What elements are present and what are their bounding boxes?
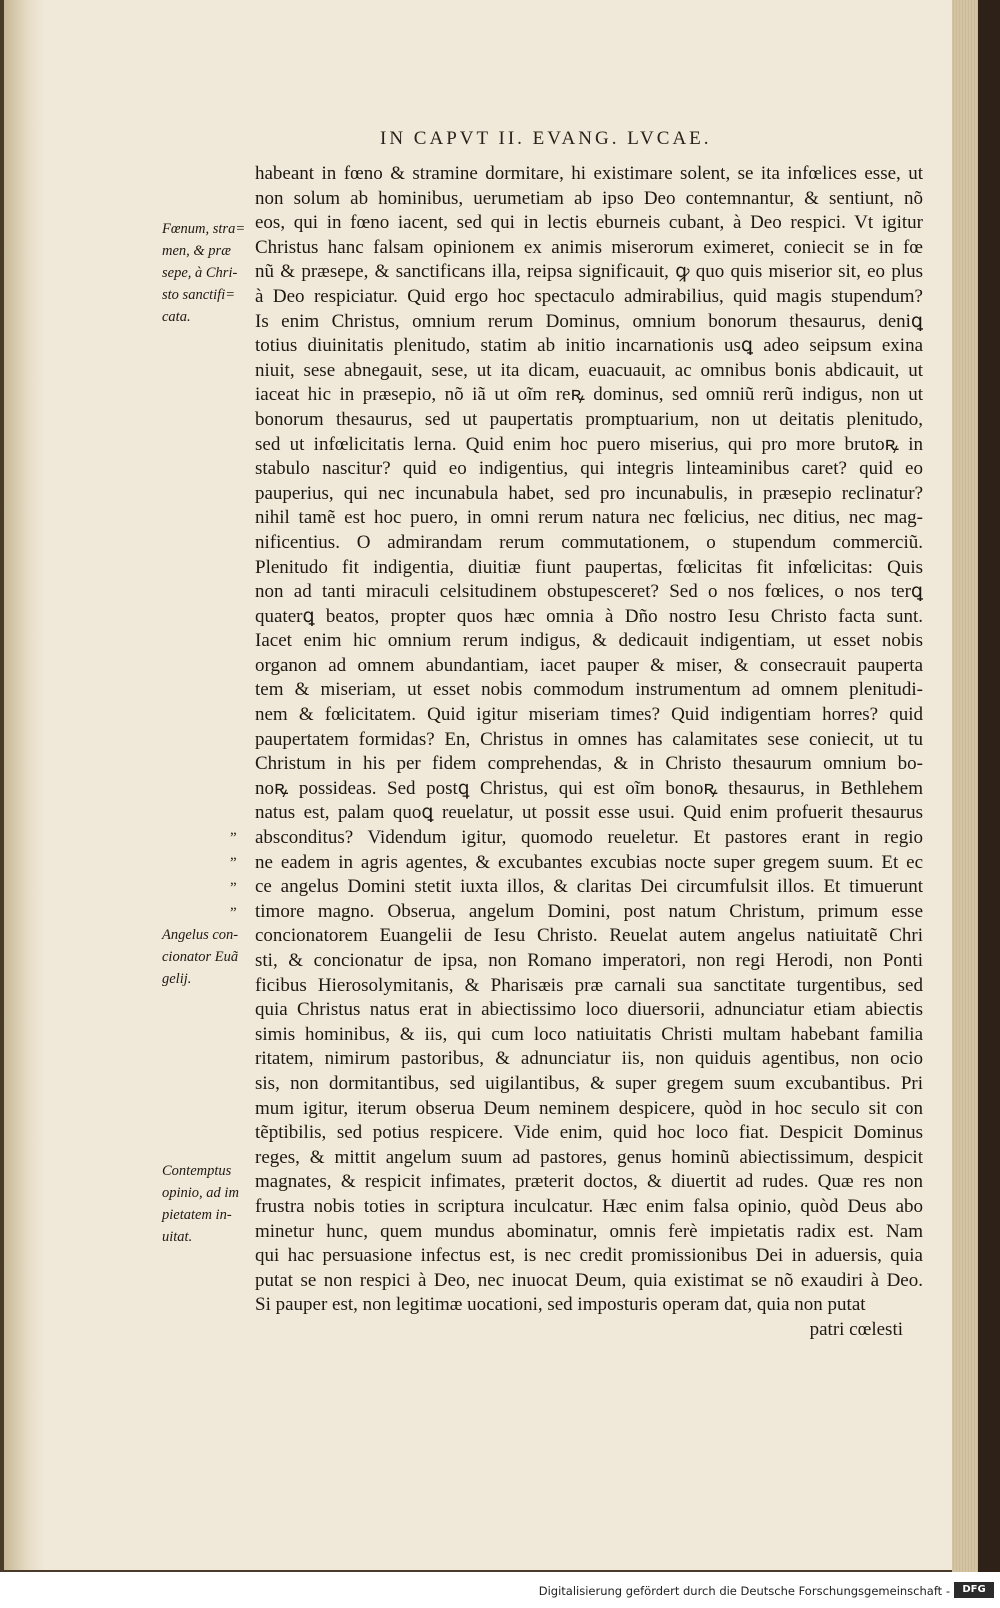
marginal-gloss-3 — [162, 1160, 252, 1248]
text-line: à Deo respiciatur. Quid ergo hoc spectaculo admirabilius, quid magis stupendum? — [255, 285, 923, 307]
text-line: putat se non respici à Deo, nec inuocat Deum, quia existimat se nõ exaudiri à Deo. — [255, 1269, 923, 1291]
gloss-line: men, & præ — [162, 243, 231, 259]
gloss-line: gelij. — [162, 971, 192, 987]
main-text-block — [255, 162, 923, 1343]
text-line: nem & fœlicitatem. Quid igitur miseriam times? Quid indigentiam horres? quid — [255, 704, 923, 726]
text-line: reges, & mittit angelum suum ad pastores, genus hominũ abiectissimum, despicit — [255, 1146, 923, 1168]
gloss-line: Angelus con- — [162, 927, 239, 943]
text-line: Christus hanc falsam opinionem ex animis miserorum eximeret, coniecit se in fœ — [255, 236, 923, 258]
marginal-gloss-1 — [162, 218, 252, 328]
text-line: ritatem, nimirum pastoribus, & adnunciatur iis, non quiduis agentibus, non ocio — [255, 1048, 923, 1070]
text-line: ficibus Hierosolymitanis, & Pharisæis præ carnali sua sanctitate turgentibus, sed — [255, 974, 923, 996]
footer-credit-text: Digitalisierung gefördert durch die Deutsche Forschungsgemeinschaft - — [538, 1584, 950, 1598]
gloss-line: cionator Euã — [162, 949, 239, 965]
text-line: frustra nobis toties in scriptura inculcatur. Hæc enim falsa opinio, quòd Deus abo — [255, 1195, 923, 1217]
text-line: bonorum thesaurus, sed ut paupertatis promptuarium, non ut deitatis plenitudo, — [255, 408, 923, 430]
text-line: tẽptibilis, sed potius respicere. Vide enim, quid hoc loco fiat. Despicit Dominus — [255, 1122, 923, 1144]
dfg-logo: DFG — [954, 1582, 994, 1598]
text-line: totius diuinitatis plenitudo, statim ab initio incarnationis usꝗ adeo seipsum exina — [255, 335, 923, 357]
text-line: concionatorem Euangelii de Iesu Christo. Reuelat autem angelus natiuitatẽ Chri — [255, 925, 923, 947]
text-line: Christum in his per fidem comprehendas, & in Christo thesaurum omnium bo- — [255, 753, 923, 775]
text-line: non ad tanti miraculi celsitudinem obstupesceret? Sed o nos fœlices, o nos terꝗ — [255, 581, 923, 603]
quote-mark: „ — [230, 847, 237, 863]
text-line: nũ & præsepe, & sanctificans illa, reipsa significauit, ꝙ quo quis miserior sit, eo plus — [255, 261, 923, 283]
gloss-line: Contemptus — [162, 1163, 232, 1179]
text-line: Plenitudo fit indigentia, diuitiæ fiunt paupertas, fœlicitas fit infœlicitas: Quis — [255, 556, 923, 578]
book-cover-edge — [978, 0, 1000, 1572]
text-line: minetur hunc, quem mundus abominatur, omnis ferè impietatis radix est. Nam — [255, 1220, 923, 1242]
text-line: paupertatem formidas? En, Christus in omnes has calamitates sese coniecit, ut tu — [255, 728, 923, 750]
text-line: nificentius. O admirandam rerum commutationem, o stupendum commerciũ. — [255, 531, 923, 553]
text-line: magnates, & respicit infimates, præterit doctos, & diuertit ad rudes. Quæ res non — [255, 1171, 923, 1193]
quote-mark: „ — [230, 897, 237, 913]
gloss-line: sto sanctifi= — [162, 287, 236, 303]
running-head: IN CAPVT II. EVANG. LVCAE. — [380, 128, 712, 149]
text-line: non solum ab hominibus, uerumetiam ab ipso Deo contemnantur, & sentiunt, nõ — [255, 187, 923, 209]
text-line: quaterꝗ beatos, propter quos hæc omnia à Dño nostro Iesu Christo facta sunt. — [255, 605, 923, 627]
text-line: mum igitur, iterum obserua Deum neminem despicere, quòd in hoc seculo sit con — [255, 1097, 923, 1119]
text-line: Iacet enim hic omnium rerum indigus, & dedicauit indigentiam, ut esset nobis — [255, 630, 923, 652]
text-line: qui hac persuasione infectus est, is nec credit promissionibus Dei in aduersis, quia — [255, 1245, 923, 1267]
text-line: ne eadem in agris agentes, & excubantes excubias nocte super gregem suum. Et ec — [255, 851, 923, 873]
text-line: Is enim Christus, omnium rerum Dominus, omnium bonorum thesaurus, deniꝗ — [255, 310, 923, 332]
catchword: patri cœlesti — [809, 1318, 903, 1340]
text-line: sti, & concionatur de ipsa, non Romano imperatori, non regi Herodi, non Ponti — [255, 950, 923, 971]
text-line: natus est, palam quoꝗ reuelatur, ut possit esse usui. Quid enim profuerit thesaurus — [255, 802, 923, 824]
text-line: habeant in fœno & stramine dormitare, hi existimare solent, se ita infœlices esse, ut — [255, 163, 923, 184]
text-line: noꝶ possideas. Sed postꝗ Christus, qui est oĩm bonoꝶ thesaurus, in Bethlehem — [255, 777, 923, 799]
gloss-line: cata. — [162, 309, 191, 325]
text-line: sis, non dormitantibus, sed uigilantibus, & super gregem suum excubantibus. Pri — [255, 1072, 923, 1094]
text-line: absconditus? Videndum igitur, quomodo reueletur. Et pastores erant in regio — [255, 827, 923, 849]
text-line: sed ut infœlicitatis lerna. Quid enim hoc puero miserius, qui pro more brutoꝶ in — [255, 433, 923, 455]
text-line: organon ad omnem abundantiam, iacet pauper & miser, & consecrauit pauperta — [255, 654, 923, 676]
text-line: iaceat hic in præsepio, nõ iã ut oĩm reꝶ dominus, sed omniũ rerũ indigus, non ut — [255, 384, 923, 406]
text-line: timore magno. Obserua, angelum Domini, post natum Christum, primum esse — [255, 900, 923, 922]
gloss-line: uitat. — [162, 1229, 193, 1245]
gloss-line: sepe, à Chri- — [162, 265, 238, 281]
gloss-line: opinio, ad im — [162, 1185, 239, 1201]
footer-bar — [0, 1572, 1000, 1608]
text-line: eos, qui in fœno iacent, sed qui in lectis eburneis cubant, à Deo respici. Vt igitur — [255, 212, 923, 234]
gloss-line: Fœnum, stra= — [162, 221, 246, 237]
text-line: pauperius, qui nec incunabula habet, sed pro incunabulis, in præsepio reclinatur? — [255, 482, 923, 504]
text-line: stabulo nascitur? quid eo indigentius, qui integris linteaminibus caret? quid eo — [255, 458, 923, 480]
page-edges — [952, 0, 978, 1572]
text-line: simis hominibus, & iis, qui cum loco natiuitatis Christi multam habebant familia — [255, 1023, 923, 1045]
text-line: Si pauper est, non legitimæ uocationi, sed imposturis operam dat, quia non putat — [255, 1294, 866, 1316]
text-line: ce angelus Domini stetit iuxta illos, & claritas Dei circumfulsit illos. Et timuerunt — [255, 876, 923, 898]
text-line: niuit, sese abnegauit, sese, ut ita dicam, euacuauit, ac omnibus bonis abdicauit, ut — [255, 359, 923, 381]
gloss-line: pietatem in- — [162, 1207, 232, 1223]
text-line: tem & miseriam, ut esset nobis commodum instrumentum ad omnem plenitudi- — [255, 679, 923, 701]
quote-mark: „ — [230, 822, 237, 838]
quote-mark: „ — [230, 872, 237, 888]
text-line: quia Christus natus erat in abiectissimo loco diuersorii, adnunciatur etiam abiectis — [255, 999, 923, 1021]
marginal-gloss-2 — [162, 924, 252, 990]
text-line: nihil tamẽ est hoc puero, in omni rerum natura nec fœlicius, nec ditius, nec mag- — [255, 507, 923, 529]
